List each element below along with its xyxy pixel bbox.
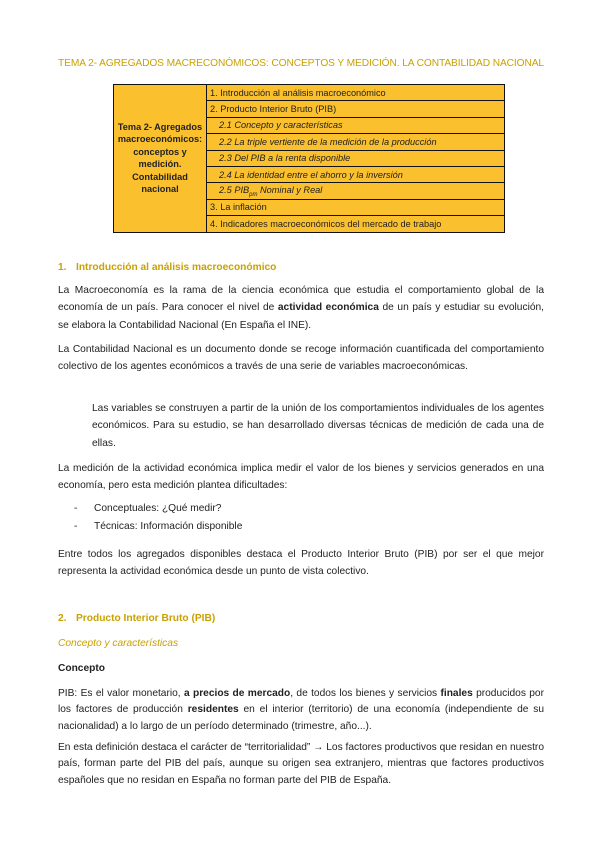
- indented-paragraph: Las variables se construyen a partir de la unión de los comportamientos individuales de los agentes económicos. Para su estudio, se han desarrollado diversas técnicas de medición de cada una de ellas.: [92, 403, 544, 449]
- paragraph: La medición de la actividad económica implica medir el valor de los bienes y servicios generados en una economía, pero esta medición plantea dificultades:: [58, 463, 544, 492]
- outline-row: 2.4 La identidad entre el ahorro y la inversión: [207, 166, 505, 182]
- text-run: La Macroeconomía es la rama de la ciencia económica que estudia el comportamiento global de la economía de un país. Para conocer el nivel de: [58, 285, 544, 314]
- paragraph: La Contabilidad Nacional es un documento donde se recoge información cuantificada del comportamiento colectivo de los agentes económicos a través de una serie de variables macroeconómicas.: [58, 344, 544, 373]
- concept-heading: Concepto: [58, 663, 105, 674]
- section-number: 1.: [58, 262, 67, 273]
- text-run: producidos por los factores de producción: [58, 688, 544, 716]
- outline-row: 2.1 Concepto y características: [207, 117, 505, 133]
- paragraph: [58, 686, 544, 735]
- outline-row: 2.2 La triple vertiente de la medición de la producción: [207, 134, 505, 150]
- outline-row-sub: pm: [249, 191, 258, 198]
- bold-term: residentes: [187, 704, 239, 716]
- outline-row-pib: 2.5 PIB: [219, 184, 250, 195]
- bold-term: a precios de mercado: [183, 688, 291, 699]
- paragraph: [58, 740, 544, 789]
- outline-row: 4. Indicadores macroeconómicos del mercado de trabajo: [207, 216, 505, 232]
- text-run: en el interior (territorio) de una economía (independiente de su nacionalidad) a lo largo de un período determinado (trimestre, año...).: [58, 704, 544, 732]
- section-1-heading: [58, 262, 276, 273]
- list-item: - Conceptuales: ¿Qué medir?: [74, 503, 222, 514]
- arrow-icon: →: [313, 742, 324, 753]
- bold-term: finales: [440, 688, 473, 699]
- section-number: 2.: [58, 613, 67, 624]
- list-item: - Técnicas: Información disponible: [74, 521, 243, 532]
- section-2-heading: [58, 613, 215, 624]
- text-run: En esta definición destaca el carácter de “territorialidad”: [58, 742, 314, 753]
- outline-row: 1. Introducción al análisis macroeconómico: [207, 85, 505, 101]
- document-title: TEMA 2- AGREGADOS MACRECONÓMICOS: CONCEPTOS Y MEDICIÓN. LA CONTABILIDAD NACIONAL: [58, 58, 544, 69]
- outline-row: 2.3 Del PIB a la renta disponible: [207, 150, 505, 166]
- section-title: Producto Interior Bruto (PIB): [76, 613, 216, 624]
- topic-outline-table: [113, 84, 505, 233]
- paragraph: Entre todos los agregados disponibles destaca el Producto Interior Bruto (PIB) por ser el que mejor representa la actividad económica desde un punto de vista colectivo.: [58, 549, 544, 578]
- text-run: de un país y estudiar su evolución, se elabora la Contabilidad Nacional (En España el INE).: [58, 302, 544, 331]
- list-item-text: Técnicas: Información disponible: [94, 521, 243, 532]
- bold-term: actividad económica: [277, 302, 379, 314]
- section-title: Introducción al análisis macroeconómico: [76, 262, 277, 273]
- outline-row-tail: Nominal y Real: [257, 184, 323, 195]
- text-run: , de todos los bienes y servicios: [290, 688, 441, 699]
- outline-row: 3. La inflación: [207, 199, 505, 215]
- outline-topic-cell: Tema 2- Agregados macroeconómicos: conceptos y medición. Contabilidad nacional: [114, 85, 207, 233]
- subsection-heading: Concepto y características: [58, 638, 179, 649]
- text-run: PIB: Es el valor monetario,: [58, 688, 184, 699]
- outline-row: 2. Producto Interior Bruto (PIB): [207, 101, 505, 117]
- paragraph: [58, 282, 544, 334]
- text-run: Los factores productivos que residan en nuestro país, forman parte del PIB del país, aunque su origen sea extranjero, mientras que factores productivos españoles que no residan en España no forman parte del PIB de España.: [58, 742, 544, 786]
- outline-row: [207, 183, 505, 199]
- list-item-text: Conceptuales: ¿Qué medir?: [94, 503, 222, 514]
